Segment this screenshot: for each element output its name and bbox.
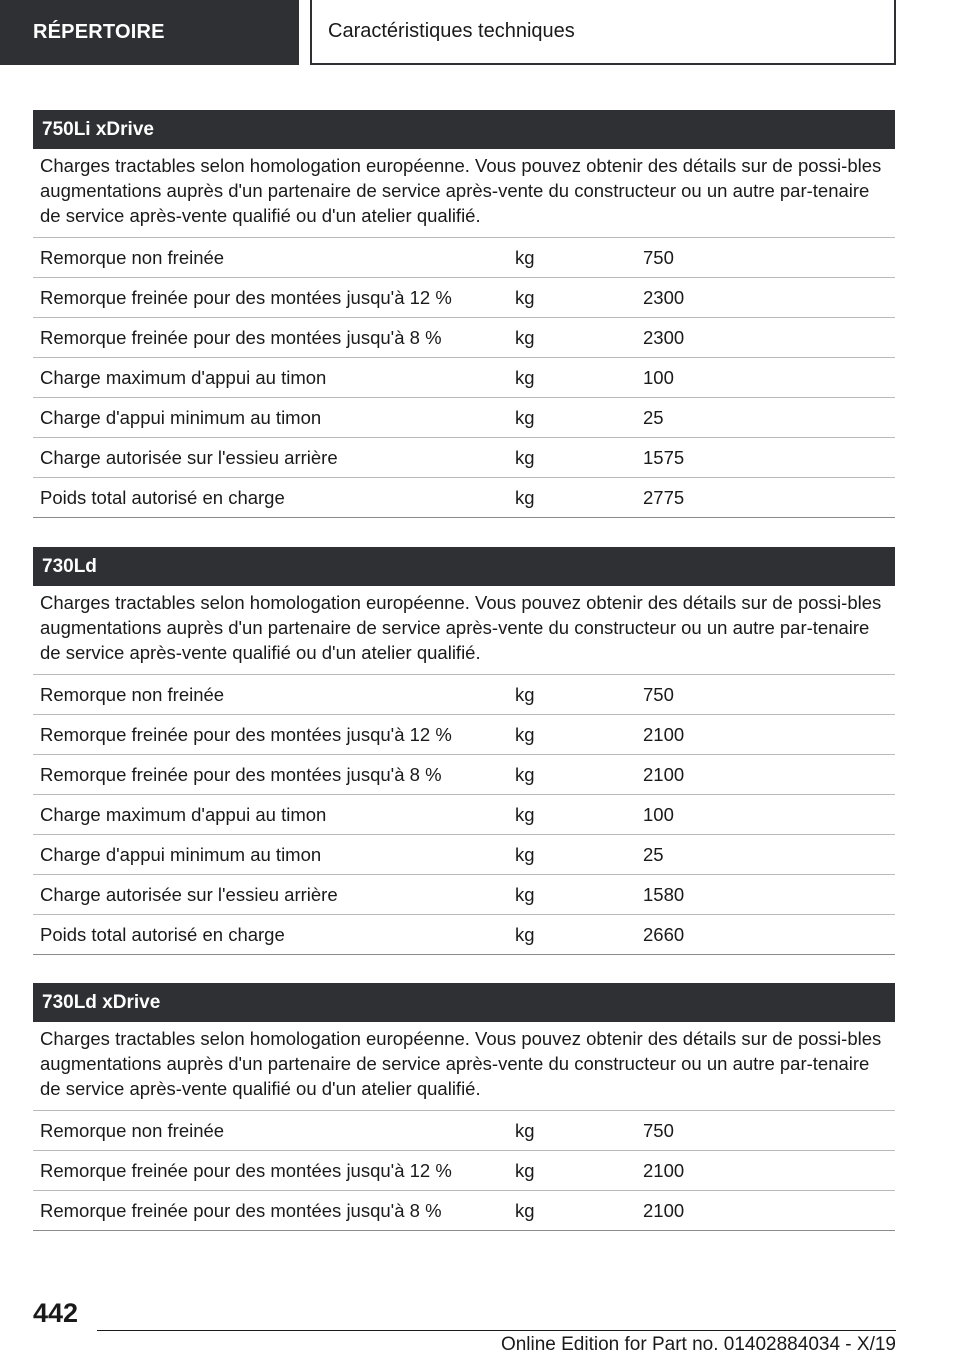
row-label: Charge d'appui minimum au timon	[40, 843, 322, 865]
table-row	[33, 875, 895, 915]
row-label: Remorque non freinée	[40, 1119, 225, 1141]
row-value: 750	[643, 1119, 674, 1141]
row-value: 2300	[643, 326, 685, 348]
row-label: Remorque non freinée	[40, 683, 225, 705]
row-value: 25	[643, 843, 664, 865]
row-unit: kg	[515, 1119, 535, 1141]
row-unit: kg	[515, 286, 535, 308]
row-label: Charge d'appui minimum au timon	[40, 406, 322, 428]
section-description: Charges tractables selon homologation européenne. Vous pouvez obtenir des détails sur de possi-bles augmentations auprès d'un partenaire de service après-vente du constructeur ou un autre par-tenaire de service après-vente qualifié ou d'un atelier qualifié.	[33, 149, 895, 238]
row-unit: kg	[515, 763, 535, 785]
edition-footer: Online Edition for Part no. 01402884034 - X/19	[500, 1334, 896, 1355]
row-value: 750	[643, 246, 674, 268]
row-unit: kg	[515, 246, 535, 268]
table-row	[33, 438, 895, 478]
row-unit: kg	[515, 803, 535, 825]
row-label: Remorque freinée pour des montées jusqu'à 8 %	[40, 326, 442, 348]
table-row	[33, 755, 895, 795]
row-value: 1580	[643, 883, 685, 905]
section-description: Charges tractables selon homologation européenne. Vous pouvez obtenir des détails sur de possi-bles augmentations auprès d'un partenaire de service après-vente du constructeur ou un autre par-tenaire de service après-vente qualifié ou d'un atelier qualifié.	[33, 586, 895, 675]
row-label: Remorque freinée pour des montées jusqu'à 12 %	[40, 286, 452, 308]
section-heading	[33, 110, 895, 149]
chapter-title-box	[310, 0, 896, 65]
table-row	[33, 278, 895, 318]
spec-section-730ld-xdrive	[33, 983, 895, 1231]
table-row	[33, 715, 895, 755]
section-tab-repertoire[interactable]	[0, 0, 299, 65]
row-unit: kg	[515, 486, 535, 508]
table-row	[33, 835, 895, 875]
row-label: Remorque freinée pour des montées jusqu'à 12 %	[40, 723, 452, 745]
row-value: 100	[643, 803, 674, 825]
section-title: 730Ld	[42, 555, 97, 577]
table-row	[33, 358, 895, 398]
row-label: Charge autorisée sur l'essieu arrière	[40, 883, 338, 905]
table-row	[33, 1191, 895, 1231]
spec-section-730ld	[33, 547, 895, 955]
section-title: 750Li xDrive	[42, 118, 154, 140]
row-unit: kg	[515, 446, 535, 468]
page-number: 442	[33, 1298, 79, 1328]
row-unit: kg	[515, 326, 535, 348]
row-label: Remorque freinée pour des montées jusqu'à 8 %	[40, 763, 442, 785]
table-row	[33, 915, 895, 955]
row-value: 750	[643, 683, 674, 705]
row-unit: kg	[515, 1199, 535, 1221]
chapter-title: Caractéristiques techniques	[328, 20, 575, 42]
table-row	[33, 675, 895, 715]
table-row	[33, 398, 895, 438]
row-label: Poids total autorisé en charge	[40, 923, 285, 945]
row-value: 25	[643, 406, 664, 428]
row-value: 2100	[643, 1199, 685, 1221]
table-row	[33, 318, 895, 358]
row-value: 100	[643, 366, 674, 388]
row-label: Remorque non freinée	[40, 246, 225, 268]
row-value: 2100	[643, 763, 685, 785]
table-row	[33, 478, 895, 518]
row-label: Remorque freinée pour des montées jusqu'à 12 %	[40, 1159, 452, 1181]
table-row	[33, 238, 895, 278]
section-heading	[33, 983, 895, 1022]
row-unit: kg	[515, 843, 535, 865]
row-value: 2300	[643, 286, 685, 308]
row-unit: kg	[515, 883, 535, 905]
row-unit: kg	[515, 366, 535, 388]
row-value: 1575	[643, 446, 685, 468]
table-row	[33, 1151, 895, 1191]
row-unit: kg	[515, 723, 535, 745]
section-title: 730Ld xDrive	[42, 991, 161, 1013]
row-value: 2100	[643, 1159, 685, 1181]
table-row	[33, 795, 895, 835]
row-label: Remorque freinée pour des montées jusqu'à 8 %	[40, 1199, 442, 1221]
row-label: Charge maximum d'appui au timon	[40, 803, 327, 825]
spec-section-750li-xdrive	[33, 110, 895, 518]
row-value: 2100	[643, 723, 685, 745]
footer-divider	[97, 1330, 896, 1331]
row-label: Charge autorisée sur l'essieu arrière	[40, 446, 338, 468]
section-description: Charges tractables selon homologation européenne. Vous pouvez obtenir des détails sur de possi-bles augmentations auprès d'un partenaire de service après-vente du constructeur ou un autre par-tenaire de service après-vente qualifié ou d'un atelier qualifié.	[33, 1022, 895, 1111]
row-label: Poids total autorisé en charge	[40, 486, 285, 508]
row-unit: kg	[515, 406, 535, 428]
row-label: Charge maximum d'appui au timon	[40, 366, 327, 388]
row-value: 2660	[643, 923, 685, 945]
row-unit: kg	[515, 1159, 535, 1181]
row-unit: kg	[515, 923, 535, 945]
section-tab-label: RÉPERTOIRE	[33, 21, 165, 43]
section-heading	[33, 547, 895, 586]
row-value: 2775	[643, 486, 685, 508]
row-unit: kg	[515, 683, 535, 705]
table-row	[33, 1111, 895, 1151]
